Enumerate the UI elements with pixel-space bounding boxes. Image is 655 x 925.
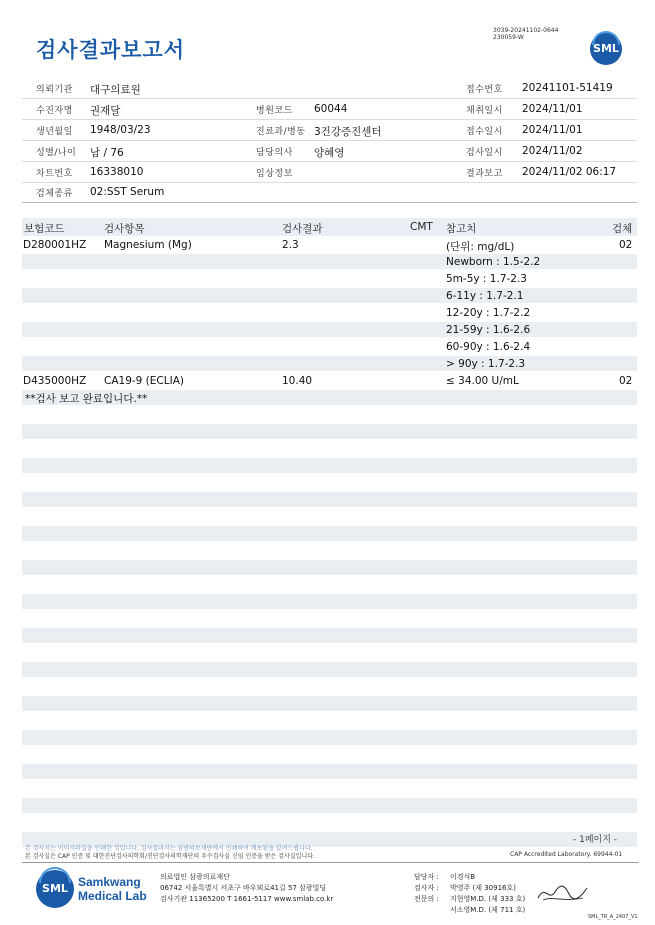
signature-icon <box>535 880 590 906</box>
info-row-institution <box>22 78 637 99</box>
label-institution: 의뢰기관 <box>36 85 73 95</box>
value-receipt-no: 20241101-51419 <box>522 82 613 94</box>
sml-logo-icon <box>36 870 74 908</box>
staff-manager: 이경석B <box>450 873 476 881</box>
cell-reference: 21-59y : 1.6-2.6 <box>446 324 531 336</box>
label-specimen-type: 검체종류 <box>36 189 73 199</box>
value-birthdate: 1948/03/23 <box>90 124 151 136</box>
staff-tester: 박영주 (제 30916호) <box>450 884 516 892</box>
label-clinical-info: 임상정보 <box>256 169 293 179</box>
cell-code: D280001HZ <box>23 239 87 251</box>
cell-reference: (단위: mg/dL) <box>446 241 515 253</box>
row-stripe <box>22 288 637 303</box>
info-row-patient <box>22 99 637 120</box>
cell-reference: Newborn : 1.5-2.2 <box>446 256 541 268</box>
row-stripe <box>22 696 637 711</box>
info-row-birth <box>22 120 637 141</box>
value-test-date: 2024/11/02 <box>522 145 583 157</box>
staff-label-3: 전문의 : <box>414 895 439 903</box>
staff-values <box>450 872 525 916</box>
logo-text: SML <box>593 42 619 55</box>
row-stripe <box>22 492 637 507</box>
label-birthdate: 생년월일 <box>36 127 73 137</box>
row-stripe <box>22 798 637 813</box>
label-report-date: 결과보고 <box>466 169 503 179</box>
staff-specialist-1: 지현영M.D. (제 333 호) <box>450 895 526 903</box>
value-doctor: 양혜영 <box>314 147 345 159</box>
address-line-2: 06742 서울특별시 서초구 바우뫼로41길 57 삼광빌딩 <box>160 884 327 892</box>
address-block <box>160 872 333 905</box>
value-institution: 대구의료원 <box>90 84 141 96</box>
header-test-item: 검사항목 <box>104 223 145 235</box>
cell-item: Magnesium (Mg) <box>104 239 192 251</box>
footer-notice-1: 본 검사지는 이미지파일을 인쇄한 것입니다. 검사결과지는 삼광의료재단에서 인쇄하여 배포됨을 알려드립니다. <box>25 845 313 852</box>
cap-accreditation: CAP Accredited Laboratory. 69944-01 <box>510 851 623 858</box>
cell-result: 2.3 <box>282 239 299 251</box>
label-patient-name: 수진자명 <box>36 106 73 116</box>
row-stripe <box>22 594 637 609</box>
row-stripe <box>22 628 637 643</box>
footer-divider <box>22 862 639 863</box>
row-stripe <box>22 254 637 269</box>
row-stripe <box>22 458 637 473</box>
cell-reference: 12-20y : 1.7-2.2 <box>446 307 531 319</box>
staff-label-1: 담당자 : <box>414 873 439 881</box>
document-number-2: 230059-W <box>493 34 524 41</box>
cell-reference: 60-90y : 1.6-2.4 <box>446 341 531 353</box>
row-stripe <box>22 424 637 439</box>
document-number <box>493 27 558 41</box>
address-line-1: 의료법인 삼광의료재단 <box>160 873 230 881</box>
row-stripe <box>22 764 637 779</box>
cell-reference: 5m-5y : 1.7-2.3 <box>446 273 527 285</box>
value-chart-no: 16338010 <box>90 166 144 178</box>
label-test-date: 검사일시 <box>466 148 503 158</box>
cell-result: 10.40 <box>282 375 313 387</box>
brand-name-1: Samkwang <box>78 875 141 889</box>
staff-labels <box>414 872 439 905</box>
value-hospital-code: 60044 <box>314 103 348 115</box>
info-row-specimen <box>22 182 637 203</box>
staff-label-2: 검사자 : <box>414 884 439 892</box>
header-cmt: CMT <box>410 221 433 233</box>
staff-specialist-2: 서소영M.D. (제 711 호) <box>450 906 526 914</box>
page-number: - 1페이지 - <box>573 835 618 845</box>
value-report-date: 2024/11/02 06:17 <box>522 166 617 178</box>
cell-specimen: 02 <box>619 239 633 251</box>
row-stripe <box>22 560 637 575</box>
cell-reference: > 90y : 1.7-2.3 <box>446 358 526 370</box>
label-collection-date: 채취일시 <box>466 106 503 116</box>
row-stripe <box>22 322 637 337</box>
brand-name <box>78 875 147 903</box>
header-specimen: 검체 <box>612 223 633 235</box>
value-patient-name: 권재달 <box>90 105 121 117</box>
cell-reference: ≤ 34.00 U/mL <box>446 375 519 387</box>
document-number-1: 3039-20241102-0644 <box>493 27 559 34</box>
label-sex-age: 성별/나이 <box>36 148 77 158</box>
label-hospital-code: 병원코드 <box>256 106 293 116</box>
logo-text: SML <box>42 882 68 895</box>
info-row-chart <box>22 162 637 183</box>
address-line-3: 검사기관 11365200 T 1661-5117 www.smlab.co.kr <box>160 895 334 903</box>
cell-item: CA19-9 (ECLIA) <box>104 375 184 387</box>
header-reference: 참고치 <box>446 223 477 235</box>
brand-name-2: Medical Lab <box>78 889 147 903</box>
form-code: SML_TR_A_2407_V1 <box>588 914 638 920</box>
cell-code: D435000HZ <box>23 375 87 387</box>
label-doctor: 담당의사 <box>256 148 293 158</box>
header-insurance-code: 보험코드 <box>24 223 65 235</box>
row-stripe <box>22 526 637 541</box>
label-receipt-no: 접수번호 <box>466 85 503 95</box>
cell-reference: 6-11y : 1.7-2.1 <box>446 290 524 302</box>
value-sex-age: 남 / 76 <box>90 147 124 159</box>
sml-logo-icon <box>590 33 622 65</box>
value-department: 3건강증진센터 <box>314 126 382 138</box>
label-department: 진료과/병동 <box>256 127 306 137</box>
row-stripe <box>22 730 637 745</box>
value-specimen-type: 02:SST Serum <box>90 186 165 198</box>
label-received-date: 접수일시 <box>466 127 503 137</box>
value-collection-date: 2024/11/01 <box>522 103 583 115</box>
cell-specimen: 02 <box>619 375 633 387</box>
page-title: 검사결과보고서 <box>36 38 186 62</box>
footer-notice-2: 본 검사실은 CAP 인증 및 대한진단검사의학회/진단검사의학재단의 우수검사실 신임 인증을 받은 검사실입니다. <box>25 853 315 860</box>
results-table-header <box>22 218 637 236</box>
label-chart-no: 차트번호 <box>36 169 73 179</box>
row-stripe <box>22 356 637 371</box>
value-received-date: 2024/11/01 <box>522 124 583 136</box>
completion-note: **검사 보고 완료입니다.** <box>25 393 148 405</box>
info-row-sex <box>22 141 637 162</box>
row-stripe <box>22 662 637 677</box>
header-result: 검사결과 <box>282 223 323 235</box>
